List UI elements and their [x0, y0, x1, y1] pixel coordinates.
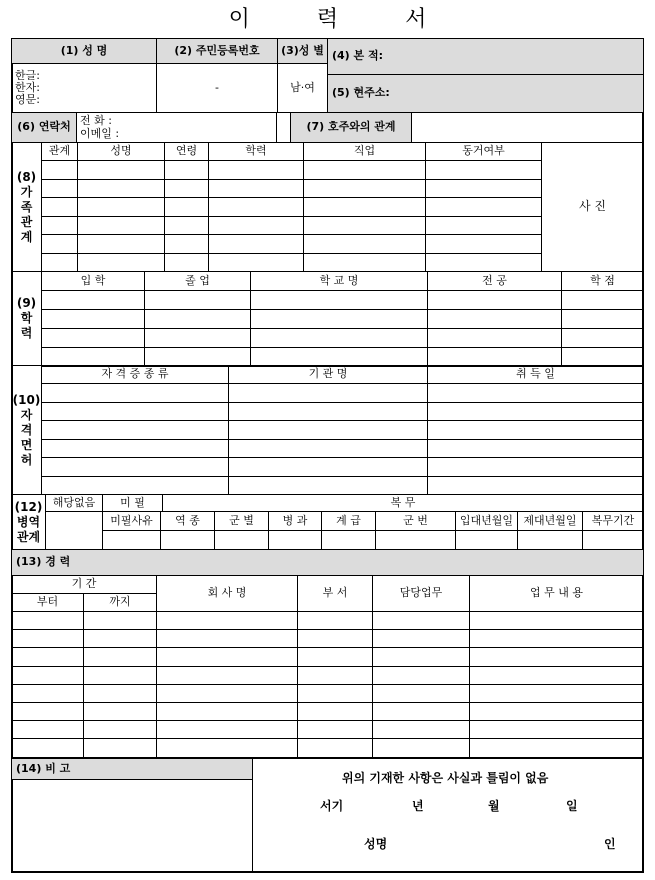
career-entry-cell[interactable] [156, 702, 298, 721]
photo-box[interactable]: 사 진 [541, 142, 644, 272]
license-entry-cell[interactable] [228, 457, 428, 477]
section-char: 학 [20, 311, 33, 325]
career-entry-cell[interactable] [469, 666, 644, 685]
family-entry-cell[interactable] [41, 234, 78, 254]
license-entry-cell[interactable] [427, 383, 644, 403]
education-entry-cell[interactable] [144, 347, 251, 367]
period-to-header: 까지 [83, 593, 157, 612]
family-entry-cell[interactable] [164, 216, 209, 236]
section-number: (10) [12, 392, 41, 407]
career-entry-cell[interactable] [372, 629, 470, 648]
military-entry-cell[interactable] [455, 530, 518, 550]
career-entry-cell[interactable] [297, 611, 373, 630]
career-entry-cell[interactable] [469, 629, 644, 648]
education-entry-cell[interactable] [250, 309, 428, 329]
section-char: 가 [20, 184, 33, 199]
title-char: 서 [405, 7, 427, 32]
education-entry-cell[interactable] [41, 347, 145, 367]
exempt-field[interactable] [45, 511, 103, 550]
family-entry-cell[interactable] [164, 253, 209, 273]
family-col-header: 성명 [77, 142, 165, 161]
remarks-field[interactable] [11, 779, 253, 873]
career-entry-cell[interactable] [11, 666, 84, 685]
military-entry-cell[interactable] [321, 530, 376, 550]
name-input-area[interactable] [11, 63, 157, 113]
family-col-header: 직업 [303, 142, 426, 161]
section-char: 허 [20, 452, 33, 467]
education-section-label [11, 271, 42, 366]
career-entry-cell[interactable] [469, 684, 644, 703]
career-entry-cell[interactable] [372, 611, 470, 630]
career-entry-cell[interactable] [469, 611, 644, 630]
military-entry-cell[interactable] [517, 530, 583, 550]
license-entry-cell[interactable] [41, 439, 229, 459]
career-col-header: 업 무 내 용 [469, 575, 644, 612]
name-header: (1) 성 명 [11, 38, 157, 64]
career-col-header: 담당업무 [372, 575, 470, 612]
phone-label: 전 화 : [80, 114, 112, 128]
rrn-field[interactable]: - [156, 63, 278, 113]
family-entry-cell[interactable] [208, 197, 304, 217]
career-entry-cell[interactable] [11, 629, 84, 648]
career-entry-cell[interactable] [469, 720, 644, 739]
license-entry-cell[interactable] [228, 439, 428, 459]
license-col-header: 기 관 명 [228, 365, 428, 384]
career-entry-cell[interactable] [83, 666, 157, 685]
license-col-header: 자 격 증 종 류 [41, 365, 229, 384]
title-char: 력 [316, 7, 339, 32]
family-entry-cell[interactable] [208, 160, 304, 180]
family-section-label [11, 142, 42, 272]
family-entry-cell[interactable] [303, 234, 426, 254]
family-entry-cell[interactable] [303, 216, 426, 236]
military-section-label [11, 494, 46, 550]
family-entry-cell[interactable] [77, 160, 165, 180]
career-entry-cell[interactable] [469, 738, 644, 757]
education-entry-cell[interactable] [561, 328, 644, 348]
military-col-header: 입대년월일 [455, 511, 518, 531]
career-entry-cell[interactable] [83, 647, 157, 666]
military-col-header: 역 종 [160, 511, 215, 531]
family-entry-cell[interactable] [425, 179, 542, 199]
section-number: (8) [16, 169, 37, 184]
family-entry-cell[interactable] [77, 253, 165, 273]
section-char: 계 [20, 229, 33, 244]
career-entry-cell[interactable] [83, 702, 157, 721]
education-entry-cell[interactable] [561, 347, 644, 367]
career-entry-cell[interactable] [11, 738, 84, 757]
name-hangul-label: 한글: [15, 68, 40, 82]
license-col-header: 취 득 일 [427, 365, 644, 384]
education-entry-cell[interactable] [427, 347, 562, 367]
career-entry-cell[interactable] [83, 684, 157, 703]
education-entry-cell[interactable] [250, 347, 428, 367]
career-entry-cell[interactable] [297, 647, 373, 666]
contact-header: (6) 연락처 [11, 112, 77, 143]
remarks-header: (14) 비 고 [11, 758, 253, 780]
education-entry-cell[interactable] [427, 309, 562, 329]
career-entry-cell[interactable] [156, 738, 298, 757]
career-entry-cell[interactable] [297, 666, 373, 685]
family-relation-field[interactable] [411, 112, 644, 143]
career-entry-cell[interactable] [83, 720, 157, 739]
license-entry-cell[interactable] [228, 420, 428, 440]
career-entry-cell[interactable] [83, 611, 157, 630]
career-col-header: 회 사 명 [156, 575, 298, 612]
career-entry-cell[interactable] [297, 684, 373, 703]
education-entry-cell[interactable] [561, 309, 644, 329]
family-entry-cell[interactable] [77, 234, 165, 254]
family-entry-cell[interactable] [164, 179, 209, 199]
not-served-reason-field[interactable] [102, 530, 161, 550]
family-entry-cell[interactable] [425, 160, 542, 180]
family-col-header: 동거여부 [425, 142, 542, 161]
family-entry-cell[interactable] [164, 160, 209, 180]
email-label: 이메일 : [80, 126, 120, 140]
section-number: (9) [16, 296, 37, 310]
family-entry-cell[interactable] [303, 253, 426, 273]
career-entry-cell[interactable] [156, 647, 298, 666]
section-number: (12) [14, 499, 43, 514]
education-entry-cell[interactable] [561, 290, 644, 310]
career-entry-cell[interactable] [469, 647, 644, 666]
section-char: 족 [20, 199, 33, 214]
career-entry-cell[interactable] [11, 647, 84, 666]
sex-field[interactable]: 남·여 [277, 63, 328, 113]
date-year-label: 년 [412, 799, 424, 813]
date-month-label: 월 [488, 799, 500, 813]
section-char: 관계 [16, 529, 41, 544]
seal-label: 인 [604, 837, 616, 851]
date-era-label: 서기 [320, 799, 344, 813]
career-entry-cell[interactable] [297, 702, 373, 721]
family-entry-cell[interactable] [208, 234, 304, 254]
license-entry-cell[interactable] [41, 420, 229, 440]
family-entry-cell[interactable] [303, 160, 426, 180]
attestation-statement: 위의 기재한 사항은 사실과 틀림이 없음 [342, 771, 549, 785]
family-relation-header: (7) 호주와의 관계 [290, 112, 412, 143]
career-entry-cell[interactable] [11, 684, 84, 703]
military-col-header: 제대년월일 [517, 511, 583, 531]
military-col-header: 군 별 [214, 511, 269, 531]
military-entry-cell[interactable] [375, 530, 456, 550]
education-col-header: 입 학 [41, 271, 145, 291]
family-entry-cell[interactable] [77, 197, 165, 217]
education-entry-cell[interactable] [144, 328, 251, 348]
family-entry-cell[interactable] [425, 216, 542, 236]
section-char: 력 [20, 326, 33, 340]
military-col-header: 병 과 [268, 511, 322, 531]
family-entry-cell[interactable] [208, 216, 304, 236]
career-entry-cell[interactable] [11, 720, 84, 739]
family-entry-cell[interactable] [77, 179, 165, 199]
license-entry-cell[interactable] [41, 476, 229, 496]
family-entry-cell[interactable] [41, 179, 78, 199]
education-entry-cell[interactable] [250, 328, 428, 348]
career-section-header: (13) 경 력 [11, 549, 644, 576]
military-col-header: 복무기간 [582, 511, 644, 531]
education-entry-cell[interactable] [144, 309, 251, 329]
address-field[interactable]: (5) 현주소: [327, 74, 644, 113]
family-entry-cell[interactable] [425, 197, 542, 217]
license-entry-cell[interactable] [427, 439, 644, 459]
career-entry-cell[interactable] [372, 702, 470, 721]
license-entry-cell[interactable] [41, 383, 229, 403]
not-served-header: 미 필 [102, 494, 163, 512]
education-col-header: 졸 업 [144, 271, 251, 291]
not-served-reason-header: 미필사유 [102, 511, 161, 531]
career-entry-cell[interactable] [372, 684, 470, 703]
origin-field[interactable]: (4) 본 적: [327, 38, 644, 75]
document-title [0, 2, 655, 33]
career-entry-cell[interactable] [11, 702, 84, 721]
military-col-header: 계 급 [321, 511, 376, 531]
career-entry-cell[interactable] [156, 684, 298, 703]
title-char: 이 [228, 7, 250, 32]
career-entry-cell[interactable] [156, 666, 298, 685]
career-entry-cell[interactable] [156, 611, 298, 630]
license-entry-cell[interactable] [41, 457, 229, 477]
career-entry-cell[interactable] [372, 738, 470, 757]
education-entry-cell[interactable] [250, 290, 428, 310]
family-entry-cell[interactable] [41, 253, 78, 273]
education-entry-cell[interactable] [41, 328, 145, 348]
family-entry-cell[interactable] [164, 234, 209, 254]
name-english-label: 영문: [15, 93, 40, 107]
career-entry-cell[interactable] [156, 720, 298, 739]
section-char: 격 [20, 422, 33, 437]
education-entry-cell[interactable] [427, 290, 562, 310]
career-entry-cell[interactable] [372, 647, 470, 666]
license-entry-cell[interactable] [228, 476, 428, 496]
career-entry-cell[interactable] [297, 629, 373, 648]
license-entry-cell[interactable] [427, 476, 644, 496]
family-entry-cell[interactable] [77, 216, 165, 236]
license-entry-cell[interactable] [228, 402, 428, 422]
license-entry-cell[interactable] [228, 383, 428, 403]
section-char: 병역 [16, 514, 41, 529]
education-entry-cell[interactable] [427, 328, 562, 348]
family-entry-cell[interactable] [41, 160, 78, 180]
military-col-header: 군 번 [375, 511, 456, 531]
date-day-label: 일 [566, 799, 578, 813]
family-entry-cell[interactable] [164, 197, 209, 217]
family-col-header: 관계 [41, 142, 78, 161]
career-entry-cell[interactable] [469, 702, 644, 721]
family-entry-cell[interactable] [303, 179, 426, 199]
family-entry-cell[interactable] [208, 179, 304, 199]
sex-header: (3)성 별 [277, 38, 328, 64]
family-entry-cell[interactable] [208, 253, 304, 273]
period-from-header: 부터 [11, 593, 84, 612]
career-entry-cell[interactable] [372, 666, 470, 685]
family-entry-cell[interactable] [41, 216, 78, 236]
military-entry-cell[interactable] [582, 530, 644, 550]
exempt-header: 해당없음 [45, 494, 103, 512]
military-entry-cell[interactable] [160, 530, 215, 550]
career-entry-cell[interactable] [297, 738, 373, 757]
career-entry-cell[interactable] [372, 720, 470, 739]
career-col-header: 부 서 [297, 575, 373, 612]
career-entry-cell[interactable] [83, 738, 157, 757]
family-entry-cell[interactable] [41, 197, 78, 217]
section-char: 자 [20, 407, 33, 422]
license-entry-cell[interactable] [427, 457, 644, 477]
military-entry-cell[interactable] [214, 530, 269, 550]
family-col-header: 학력 [208, 142, 304, 161]
rrn-header: (2) 주민등록번호 [156, 38, 278, 64]
contact-fields[interactable] [76, 112, 277, 143]
section-char: 관 [20, 214, 33, 229]
family-entry-cell[interactable] [303, 197, 426, 217]
education-entry-cell[interactable] [41, 309, 145, 329]
education-entry-cell[interactable] [41, 290, 145, 310]
family-entry-cell[interactable] [425, 253, 542, 273]
name-hanja-label: 한자: [15, 80, 40, 94]
section-char: 면 [20, 437, 33, 452]
career-entry-cell[interactable] [156, 629, 298, 648]
period-header: 기 간 [11, 575, 157, 594]
license-entry-cell[interactable] [427, 420, 644, 440]
license-entry-cell[interactable] [427, 402, 644, 422]
education-col-header: 학 점 [561, 271, 644, 291]
career-entry-cell[interactable] [83, 629, 157, 648]
blank-cell [276, 112, 291, 143]
education-col-header: 학 교 명 [250, 271, 428, 291]
license-entry-cell[interactable] [41, 402, 229, 422]
education-col-header: 전 공 [427, 271, 562, 291]
career-entry-cell[interactable] [297, 720, 373, 739]
education-entry-cell[interactable] [144, 290, 251, 310]
career-entry-cell[interactable] [11, 611, 84, 630]
family-col-header: 연령 [164, 142, 209, 161]
signature-name-label: 성명 [364, 837, 388, 851]
family-entry-cell[interactable] [425, 234, 542, 254]
served-header: 복 무 [162, 494, 644, 512]
military-entry-cell[interactable] [268, 530, 322, 550]
license-section-label [11, 365, 42, 495]
